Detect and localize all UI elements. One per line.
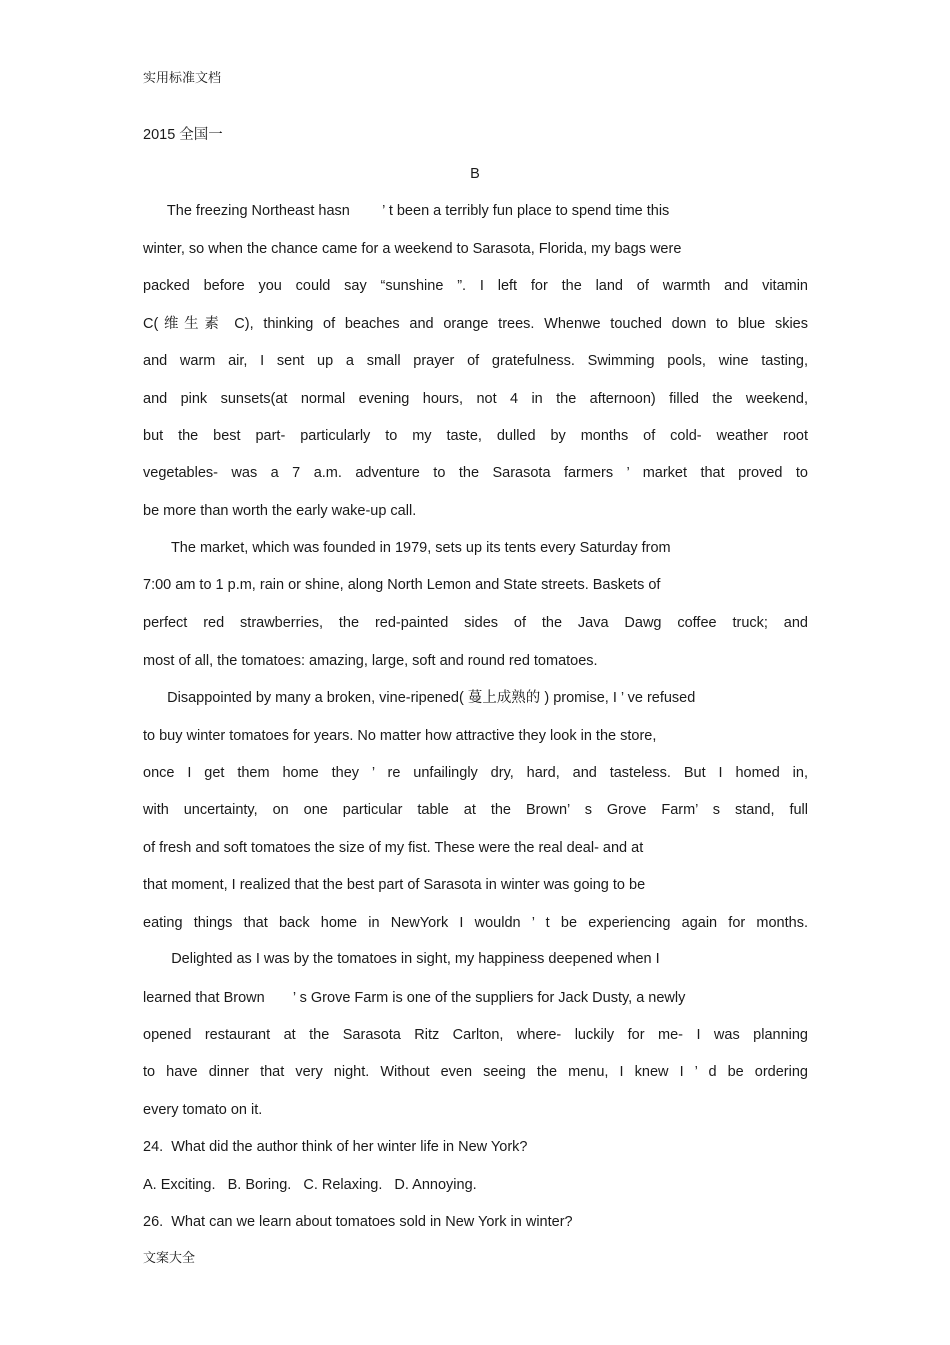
text-line: but the best part- particularly to my taste, dulled by months of cold- weather root xyxy=(143,428,808,444)
text-line: 7:00 am to 1 p.m, rain or shine, along North Lemon and State streets. Baskets of xyxy=(143,577,661,593)
text-line: opened restaurant at the Sarasota Ritz Carlton, where- luckily for me- I was planning xyxy=(143,1027,808,1043)
page-footer: 文案大全 xyxy=(143,1251,196,1266)
text-line: every tomato on it. xyxy=(143,1102,263,1118)
page-header: 实用标准文档 xyxy=(143,71,222,86)
text-line: once I get them home they ’ re unfailingly dry, hard, and tasteless. But I homed in, xyxy=(143,765,808,781)
question-24-options: A. Exciting. B. Boring. C. Relaxing. D. Annoying. xyxy=(143,1177,477,1193)
text-line: Disappointed by many a broken, vine-ripened( 蔓上成熟的 ) promise, I ’ ve refused xyxy=(143,690,696,706)
text-line: learned that Brown ’ s Grove Farm is one of the suppliers for Jack Dusty, a newly xyxy=(143,990,686,1006)
text-line: of fresh and soft tomatoes the size of my fist. These were the real deal- and at xyxy=(143,840,644,856)
text-line: to have dinner that very night. Without even seeing the menu, I knew I ’ d be ordering xyxy=(143,1064,808,1080)
text-line: eating things that back home in NewYork I wouldn ’ t be experiencing again for months. xyxy=(143,915,808,931)
text-line: most of all, the tomatoes: amazing, large, soft and round red tomatoes. xyxy=(143,653,598,669)
exam-label: 2015 全国一 xyxy=(143,127,223,143)
text-line: Delighted as I was by the tomatoes in sight, my happiness deepened when I xyxy=(143,951,660,967)
text-line: and pink sunsets(at normal evening hours, not 4 in the afternoon) filled the weekend, xyxy=(143,391,808,407)
text-line: The market, which was founded in 1979, sets up its tents every Saturday from xyxy=(143,540,671,556)
text-line: with uncertainty, on one particular table at the Brown’ s Grove Farm’ s stand, full xyxy=(143,802,808,818)
text-line: C(维生素 C), thinking of beaches and orange trees. Whenwe touched down to blue skies xyxy=(143,316,808,332)
text-line: vegetables- was a 7 a.m. adventure to the Sarasota farmers ’ market that proved to xyxy=(143,465,808,481)
text-line: perfect red strawberries, the red-painted sides of the Java Dawg coffee truck; and xyxy=(143,615,808,631)
text-line: winter, so when the chance came for a weekend to Sarasota, Florida, my bags were xyxy=(143,241,682,257)
text-line: to buy winter tomatoes for years. No matter how attractive they look in the store, xyxy=(143,728,657,744)
question-24: 24. What did the author think of her winter life in New York? xyxy=(143,1139,528,1155)
text-line: The freezing Northeast hasn ’ t been a terribly fun place to spend time this xyxy=(143,203,670,219)
text-line: and warm air, I sent up a small prayer of gratefulness. Swimming pools, wine tasting, xyxy=(143,353,808,369)
section-label: B xyxy=(470,166,480,182)
text-line: that moment, I realized that the best part of Sarasota in winter was going to be xyxy=(143,877,646,893)
text-line: packed before you could say “sunshine ”. I left for the land of warmth and vitamin xyxy=(143,278,808,294)
text-line: be more than worth the early wake-up call. xyxy=(143,503,417,519)
question-26: 26. What can we learn about tomatoes sold in New York in winter? xyxy=(143,1214,573,1230)
